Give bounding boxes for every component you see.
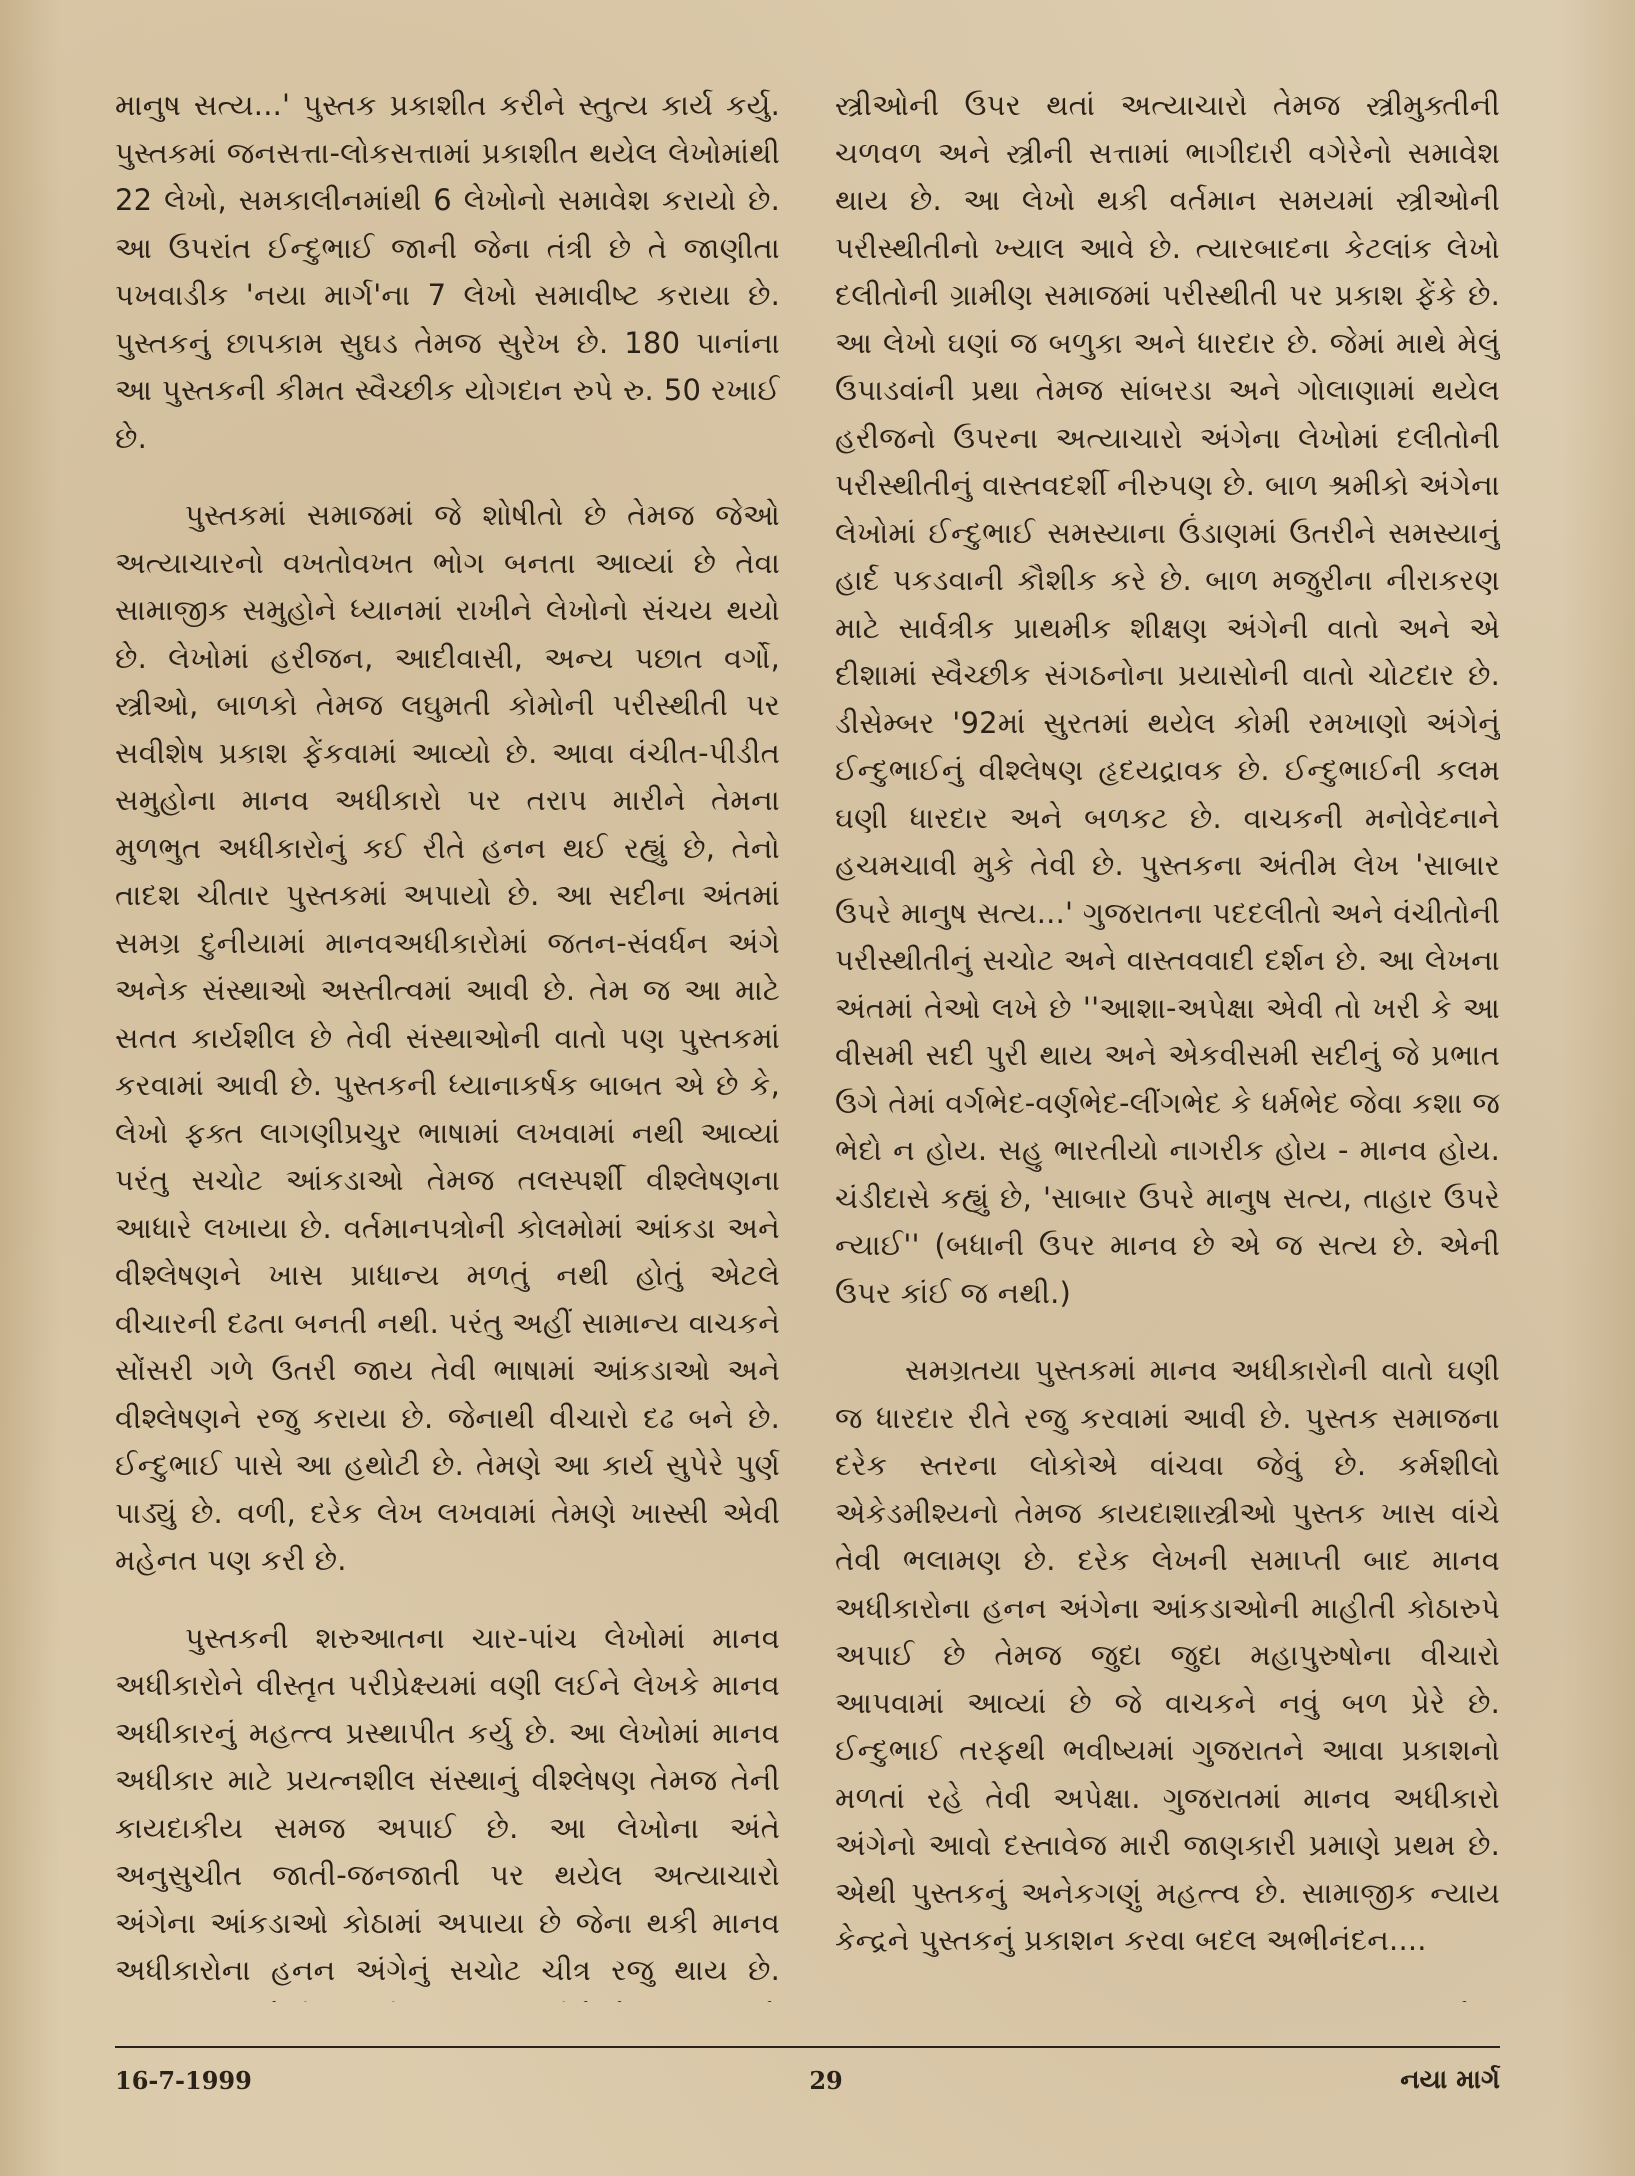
- left-paragraph-2: પુસ્તકમાં સમાજમાં જે શોષીતો છે તેમજ જેઓ અત્યાચારનો વખતોવખત ભોગ બનતા આવ્યાં છે તેવા સામાજીક સમુહોને ધ્યાનમાં રાખીને લેખોનો સંચય થયો છે. લેખોમાં હરીજન, આદીવાસી, અન્ય પછાત વર્ગો, સ્ત્રીઓ, બાળકો તેમજ લઘુમતી કોમોની પરીસ્થીતી પર સવીશેષ પ્રકાશ ફેંકવામાં આવ્યો છે. આવા વંચીત-પીડીત સમુહોના માનવ અધીકારો પર તરાપ મારીને તેમના મુળભુત અધીકારોનું કઈ રીતે હનન થઈ રહ્યું છે, તેનો તાદશ ચીતાર પુસ્તકમાં અપાયો છે. આ સદીના અંતમાં સમગ્ર દુનીયામાં માનવઅધીકારોમાં જતન-સંવર્ધન અંગે અનેક સંસ્થાઓ અસ્તીત્વમાં આવી છે. તેમ જ આ માટે સતત કાર્યશીલ છે તેવી સંસ્થાઓની વાતો પણ પુસ્તકમાં કરવામાં આવી છે. પુસ્તકની ધ્યાનાકર્ષક બાબત એ છે કે, લેખો ફક્ત લાગણીપ્રચુર ભાષામાં લખવામાં નથી આવ્યાં પરંતુ સચોટ આંકડાઓ તેમજ તલસ્પર્શી વીશ્લેષણના આધારે લખાયા છે. વર્તમાનપત્રોની કોલમોમાં આંકડા અને વીશ્લેષણને ખાસ પ્રાધાન્ય મળતું નથી હોતું એટલે વીચારની દઢતા બનતી નથી. પરંતુ અહીં સામાન્ય વાચકને સોંસરી ગળે ઉતરી જાય તેવી ભાષામાં આંકડાઓ અને વીશ્લેષણને રજુ કરાયા છે. જેનાથી વીચારો દઢ બને છે. ઈન્દુભાઈ પાસે આ હથોટી છે. તેમણે આ કાર્ય સુપેરે પુર્ણ પાડ્યું છે. વળી, દરેક લેખ લખવામાં તેમણે ખાસ્સી એવી મહેનત પણ કરી છે.: [115, 498, 780, 1577]
- right-column: [835, 82, 1500, 2002]
- left-paragraph-1: માનુષ સત્ય...' પુસ્તક પ્રકાશીત કરીને સ્તુત્ય કાર્ય કર્યુ. પુસ્તકમાં જનસત્તા-લોકસત્તામાં પ્રકાશીત થયેલ લેખોમાંથી 22 લેખો, સમકાલીનમાંથી 6 લેખોનો સમાવેશ કરાયો છે. આ ઉપરાંત ઈન્દુભાઈ જાની જેના તંત્રી છે તે જાણીતા પખવાડીક 'નયા માર્ગ'ના 7 લેખો સમાવીષ્ટ કરાયા છે. પુસ્તકનું છાપકામ સુઘડ તેમજ સુરેખ છે. 180 પાનાંના આ પુસ્તકની કીમત સ્વૈચ્છીક યોગદાન રુપે રુ. 50 રખાઈ છે.: [115, 88, 780, 455]
- left-paragraph-3: પુસ્તકની શરુઆતના ચાર-પાંચ લેખોમાં માનવ અધીકારોને વીસ્તૃત પરીપ્રેક્ષ્યમાં વણી લઈને લેખકે માનવ અધીકારનું મહત્ત્વ પ્રસ્થાપીત કર્યુ છે. આ લેખોમાં માનવ અધીકાર માટે પ્રયત્નશીલ સંસ્થાનું વીશ્લેષણ તેમજ તેની કાયદાકીય સમજ અપાઈ છે. આ લેખોના અંતે અનુસુચીત જાતી-જનજાતી પર થયેલ અત્યાચારો અંગેના આંકડાઓ કોઠામાં અપાયા છે જેના થકી માનવ અધીકારોના હનન અંગેનું સચોટ ચીત્ર રજુ થાય છે.: [115, 1620, 780, 1987]
- right-paragraph-1: સ્ત્રીઓની ઉપર થતાં અત્યાચારો તેમજ સ્ત્રીમુક્તીની ચળવળ અને સ્ત્રીની સત્તામાં ભાગીદારી વગેરેનો સમાવેશ થાય છે. આ લેખો થકી વર્તમાન સમયમાં સ્ત્રીઓની પરીસ્થીતીનો ખ્યાલ આવે છે. ત્યારબાદના કેટલાંક લેખો દલીતોની ગ્રામીણ સમાજમાં પરીસ્થીતી પર પ્રકાશ ફેંકે છે. આ લેખો ઘણાં જ બળુકા અને ધારદાર છે. જેમાં માથે મેલું ઉપાડવાંની પ્રથા તેમજ સાંબરડા અને ગોલાણામાં થયેલ હરીજનો ઉપરના અત્યાચારો અંગેના લેખોમાં દલીતોની પરીસ્થીતીનું વાસ્તવદર્શી નીરુપણ છે. બાળ શ્રમીકો અંગેના લેખોમાં ઈન્દુભાઈ સમસ્યાના ઉંડાણમાં ઉતરીને સમસ્યાનું હાર્દ પકડવાની કૌશીક કરે છે. બાળ મજુરીના નીરાકરણ માટે સાર્વત્રીક પ્રાથમીક શીક્ષણ અંગેની વાતો અને એ દીશામાં સ્વૈચ્છીક સંગઠનોના પ્રયાસોની વાતો ચોટદાર છે. ડીસેમ્બર '92માં સુરતમાં થયેલ કોમી રમખાણો અંગેનું ઈન્દુભાઈનું વીશ્લેષણ હૃદયદ્રાવક છે. ઈન્દુભાઈની કલમ ઘણી ધારદાર અને બળકટ છે. વાચકની મનોવેદનાને હચમચાવી મુકે તેવી છે. પુસ્તકના અંતીમ લેખ 'સાબાર ઉપરે માનુષ સત્ય...' ગુજરાતના પદદલીતો અને વંચીતોની પરીસ્થીતીનું સચોટ અને વાસ્તવવાદી દર્શન છે. આ લેખના અંતમાં તેઓ લખે છે ''આશા-અપેક્ષા એવી તો ખરી કે આ વીસમી સદી પુરી થાય અને એકવીસમી સદીનું જે પ્રભાત ઉગે તેમાં વર્ગભેદ-વર્ણભેદ-લીંગભેદ કે ધર્મભેદ જેવા કશા જ ભેદો ન હોય. સહુ ભારતીયો નાગરીક હોય - માનવ હોય. ચંડીદાસે કહ્યું છે, 'સાબાર ઉપરે માનુષ સત્ય, તાહાર ઉપરે ન્યાઈ'' (બધાની ઉપર માનવ છે એ જ સત્ય છે. એની ઉપર કાંઈ જ નથી.): [835, 88, 1500, 1310]
- page-footer: [115, 2062, 1500, 2098]
- article-body: [115, 82, 1500, 2002]
- magazine-name: નયા માર્ગ: [1400, 2064, 1500, 2095]
- footer-rule: [115, 2046, 1500, 2048]
- right-paragraph-2: સમગ્રતયા પુસ્તકમાં માનવ અધીકારોની વાતો ઘણી જ ધારદાર રીતે રજુ કરવામાં આવી છે. પુસ્તક સમાજના દરેક સ્તરના લોકોએ વાંચવા જેવું છે. કર્મશીલો એકેડમીશ્યનો તેમજ કાયદાશાસ્ત્રીઓ પુસ્તક ખાસ વાંચે તેવી ભલામણ છે. દરેક લેખની સમાપ્તી બાદ માનવ અધીકારોના હનન અંગેના આંકડાઓની માહીતી કોઠારુપે અપાઈ છે તેમજ જુદા જુદા મહાપુરુષોના વીચારો આપવામાં આવ્યાં છે જે વાચકને નવું બળ પ્રેરે છે. ઈન્દુભાઈ તરફથી ભવીષ્યમાં ગુજરાતને આવા પ્રકાશનો મળતાં રહે તેવી અપેક્ષા. ગુજરાતમાં માનવ અધીકારો અંગેનો આવો દસ્તાવેજ મારી જાણકારી પ્રમાણે પ્રથમ છે. એથી પુસ્તકનું અનેકગણું મહત્ત્વ છે. સામાજીક ન્યાય કેન્દ્રને પુસ્તકનું પ્રકાશન કરવા બદલ અભીનંદન....: [835, 1353, 1500, 1957]
- page-number: 29: [809, 2065, 843, 2095]
- issue-date: 16-7-1999: [115, 2065, 252, 2095]
- author-signature: [835, 1995, 1500, 2003]
- left-column: [115, 82, 780, 2002]
